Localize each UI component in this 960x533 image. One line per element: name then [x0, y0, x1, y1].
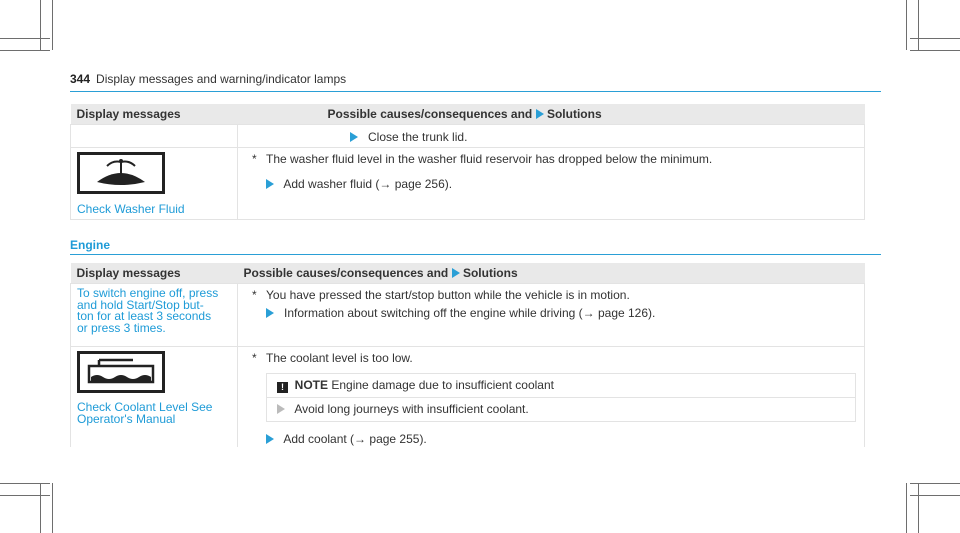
note-step — [267, 397, 855, 421]
cause-text: * The coolant level is too low. — [252, 351, 413, 365]
crop-mark — [910, 38, 960, 39]
solution-step — [238, 125, 864, 145]
section-rule — [70, 254, 881, 255]
crop-mark — [918, 0, 919, 50]
page-header — [70, 72, 881, 86]
arrow-icon — [266, 434, 274, 444]
crop-mark — [906, 0, 907, 50]
crop-mark — [40, 0, 41, 50]
cause-text-value: The coolant level is too low. — [266, 351, 413, 365]
display-message: Check Washer Fluid — [77, 202, 185, 216]
cause-text-value: The washer fluid level in the washer fluid reservoir has dropped below the minimum. — [266, 152, 713, 166]
solution-text: Add coolant (→ page 255). — [283, 432, 427, 446]
crop-mark — [52, 483, 53, 533]
table-row — [71, 347, 865, 448]
solution-text: Information about switching off the engine while driving (→ page 126). — [284, 306, 656, 320]
cause-text: * The washer fluid level in the washer fluid reservoir has dropped below the minimum. — [252, 152, 713, 166]
display-messages-table-2 — [70, 263, 865, 447]
crop-mark — [910, 50, 960, 51]
display-message-line: To switch engine off, press — [77, 286, 219, 300]
warning-icon: ! — [277, 382, 288, 393]
header-rule — [70, 91, 881, 92]
coolant-level-icon — [77, 351, 237, 396]
crop-mark — [40, 483, 41, 533]
page-header-title: Display messages and warning/indicator lamps — [96, 72, 347, 86]
washer-fluid-icon — [77, 152, 237, 197]
page-number: 344 — [70, 72, 91, 86]
arrow-icon — [266, 308, 274, 318]
arrow-icon — [350, 132, 358, 142]
col-header-display-messages: Display messages — [71, 104, 238, 125]
display-message-line: or press 3 times. — [77, 320, 166, 335]
display-message-line: Check Coolant Level See — [77, 400, 213, 414]
crop-mark — [910, 495, 960, 496]
table-header-row — [71, 104, 865, 125]
display-message-line: ton for at least 3 seconds — [77, 309, 212, 323]
note-label: NOTE — [294, 378, 329, 392]
col-header-display-messages: Display messages — [71, 263, 238, 284]
cause-text: * You have pressed the start/stop button while the vehicle is in motion. — [252, 288, 630, 302]
solution-step — [238, 303, 864, 321]
arrow-icon — [266, 179, 274, 189]
solution-text: Add washer fluid (→ page 256). — [283, 177, 453, 191]
crop-mark — [0, 483, 50, 484]
note-text: Engine damage due to insufficient coolant — [331, 378, 554, 392]
arrow-icon — [536, 109, 544, 119]
col-header-solutions-label: Solutions — [462, 266, 518, 280]
display-messages-table-1 — [70, 104, 865, 220]
note-action-text: Avoid long journeys with insufficient coolant. — [294, 402, 529, 416]
crop-mark — [0, 495, 50, 496]
col-header-causes — [238, 104, 865, 125]
display-message-line: Operator's Manual — [77, 412, 176, 426]
crop-mark — [0, 50, 50, 51]
col-header-solutions-label: Solutions — [546, 107, 602, 121]
arrow-icon — [277, 404, 285, 414]
table-row — [71, 148, 865, 220]
table-row — [71, 125, 865, 148]
note-box — [266, 373, 856, 422]
section-title: Engine — [70, 238, 111, 252]
crop-mark — [906, 483, 907, 533]
note-heading — [267, 374, 855, 397]
col-header-causes — [238, 263, 865, 284]
arrow-icon — [452, 268, 460, 278]
crop-mark — [910, 483, 960, 484]
crop-mark — [0, 38, 50, 39]
col-header-causes-label: Possible causes/consequences and — [327, 107, 533, 121]
display-message-line: and hold Start/Stop but- — [77, 297, 204, 312]
crop-mark — [918, 483, 919, 533]
solution-step — [238, 422, 864, 447]
cause-text-value: You have pressed the start/stop button while the vehicle is in motion. — [266, 288, 630, 302]
col-header-causes-label: Possible causes/consequences and — [243, 266, 449, 280]
solution-step — [238, 167, 864, 192]
solution-text: Close the trunk lid. — [368, 130, 468, 144]
table-row — [71, 284, 865, 347]
crop-mark — [52, 0, 53, 50]
table-header-row — [71, 263, 865, 284]
